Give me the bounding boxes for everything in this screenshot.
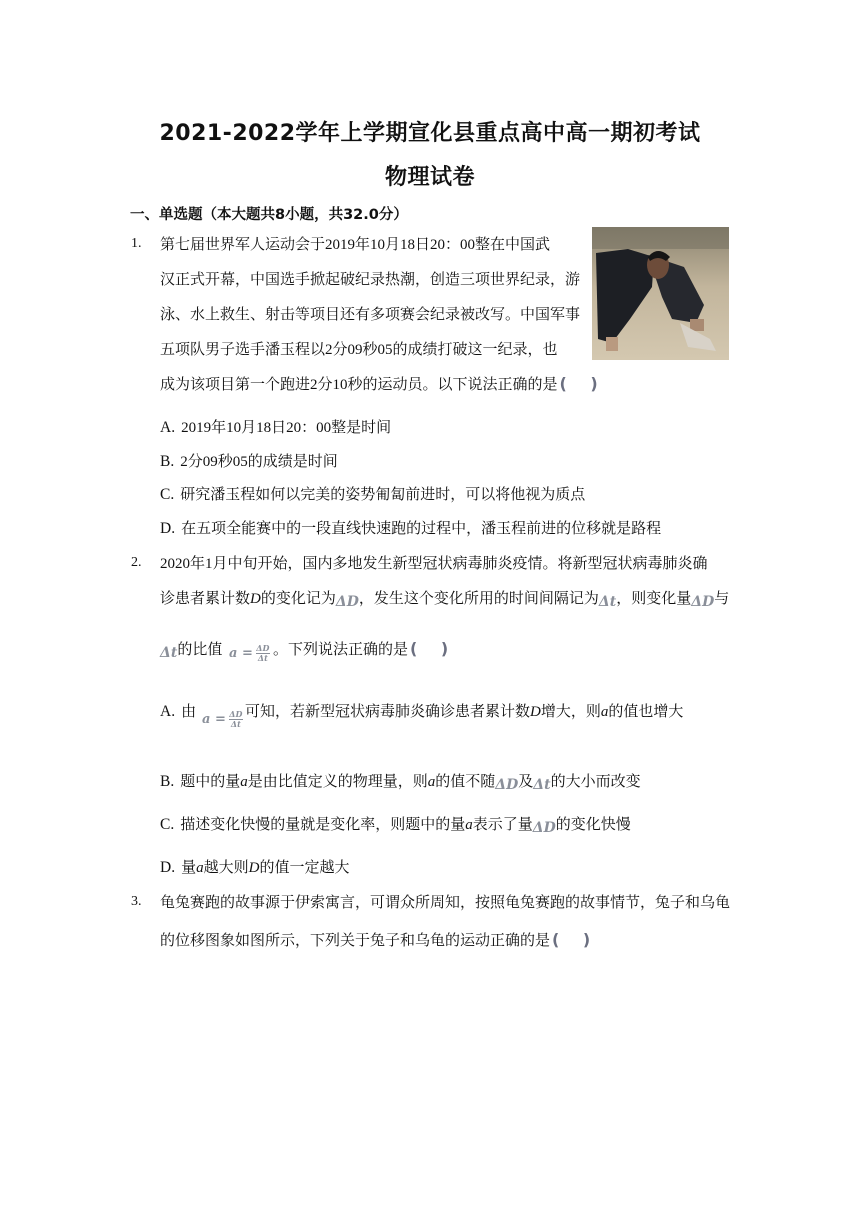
option-b[interactable]: B. 题中的量a是由比值定义的物理量，则a的值不随ΔD及Δt的大小而改变 [160, 773, 641, 793]
question-text-line: 第七届世界军人运动会于2019年10月18日20：00整在中国武 [160, 237, 551, 253]
question-number: 1. [131, 236, 142, 251]
section-heading: 一、单选题（本大题共8小题，共32.0分） [130, 207, 408, 223]
option-a-text: 可知，若新型冠状病毒肺炎确诊患者累计数D增大，则a的值也增大 [245, 704, 684, 720]
delta-t-symbol: Δt [160, 645, 178, 661]
ratio-formula: a = ΔD Δt [202, 709, 243, 729]
question-text-line: 泳、水上救生、射击等项目还有多项赛会纪录被改写。中国军事 [160, 307, 581, 323]
option-d[interactable]: D. 在五项全能赛中的一段直线快速跑的过程中，潘玉程前进的位移就是路程 [160, 520, 662, 537]
answer-blank: ( ) [552, 930, 600, 949]
question-text-line: 五项队男子选手潘玉程以2分09秒05的成绩打破这一纪录，也 [160, 342, 558, 358]
question-text-line: 诊患者累计数D的变化记为ΔD，发生这个变化所用的时间间隔记为Δt，则变化量ΔD与 [160, 591, 730, 610]
option-a[interactable]: A. 由 [160, 703, 197, 720]
option-c[interactable]: C. 描述变化快慢的量就是变化率，则题中的量a表示了量ΔD的变化快慢 [160, 816, 631, 836]
question-text-line: Δt的比值 [160, 642, 223, 661]
delta-d-symbol: ΔD [495, 777, 519, 793]
option-a[interactable]: A. 2019年10月18日20：00整是时间 [160, 419, 392, 436]
option-d[interactable]: D. 量a越大则D的值一定越大 [160, 859, 350, 876]
question-number: 3. [131, 894, 142, 909]
question-text-line: 成为该项目第一个跑进2分10秒的运动员。以下说法正确的是 ( ) [160, 374, 607, 393]
question-number: 2. [131, 555, 142, 570]
exam-subtitle: 物理试卷 [384, 165, 475, 190]
question-text-line: 龟兔赛跑的故事源于伊索寓言，可谓众所周知，按照龟兔赛跑的故事情节，兔子和乌龟 [160, 895, 731, 911]
delta-d-symbol: ΔD [335, 594, 359, 610]
athlete-photo [592, 227, 729, 360]
exam-title: 2021-2022学年上学期宣化县重点高中高一期初考试 [159, 121, 701, 146]
delta-t-symbol: Δt [598, 594, 617, 610]
question-text-line: 汉正式开幕，中国选手掀起破纪录热潮，创造三项世界纪录，游 [160, 272, 581, 288]
question-text-line: 。下列说法正确的是 ( ) [273, 639, 458, 658]
delta-d-symbol: ΔD [691, 594, 715, 610]
ratio-formula: a = ΔD Δt [229, 643, 270, 663]
question-text-line: 的位移图象如图所示，下列关于兔子和乌龟的运动正确的是 ( ) [160, 930, 600, 949]
option-b[interactable]: B. 2分09秒05的成绩是时间 [160, 453, 338, 470]
delta-t-symbol: Δt [533, 777, 551, 793]
option-c[interactable]: C. 研究潘玉程如何以完美的姿势匍匐前进时，可以将他视为质点 [160, 486, 586, 503]
question-text-line: 2020年1月中旬开始，国内多地发生新型冠状病毒肺炎疫情。将新型冠状病毒肺炎确 [160, 556, 708, 572]
answer-blank: ( ) [410, 639, 458, 658]
delta-d-symbol: ΔD [532, 820, 556, 836]
answer-blank: ( ) [559, 374, 607, 393]
crawling-athlete-image [592, 227, 729, 360]
